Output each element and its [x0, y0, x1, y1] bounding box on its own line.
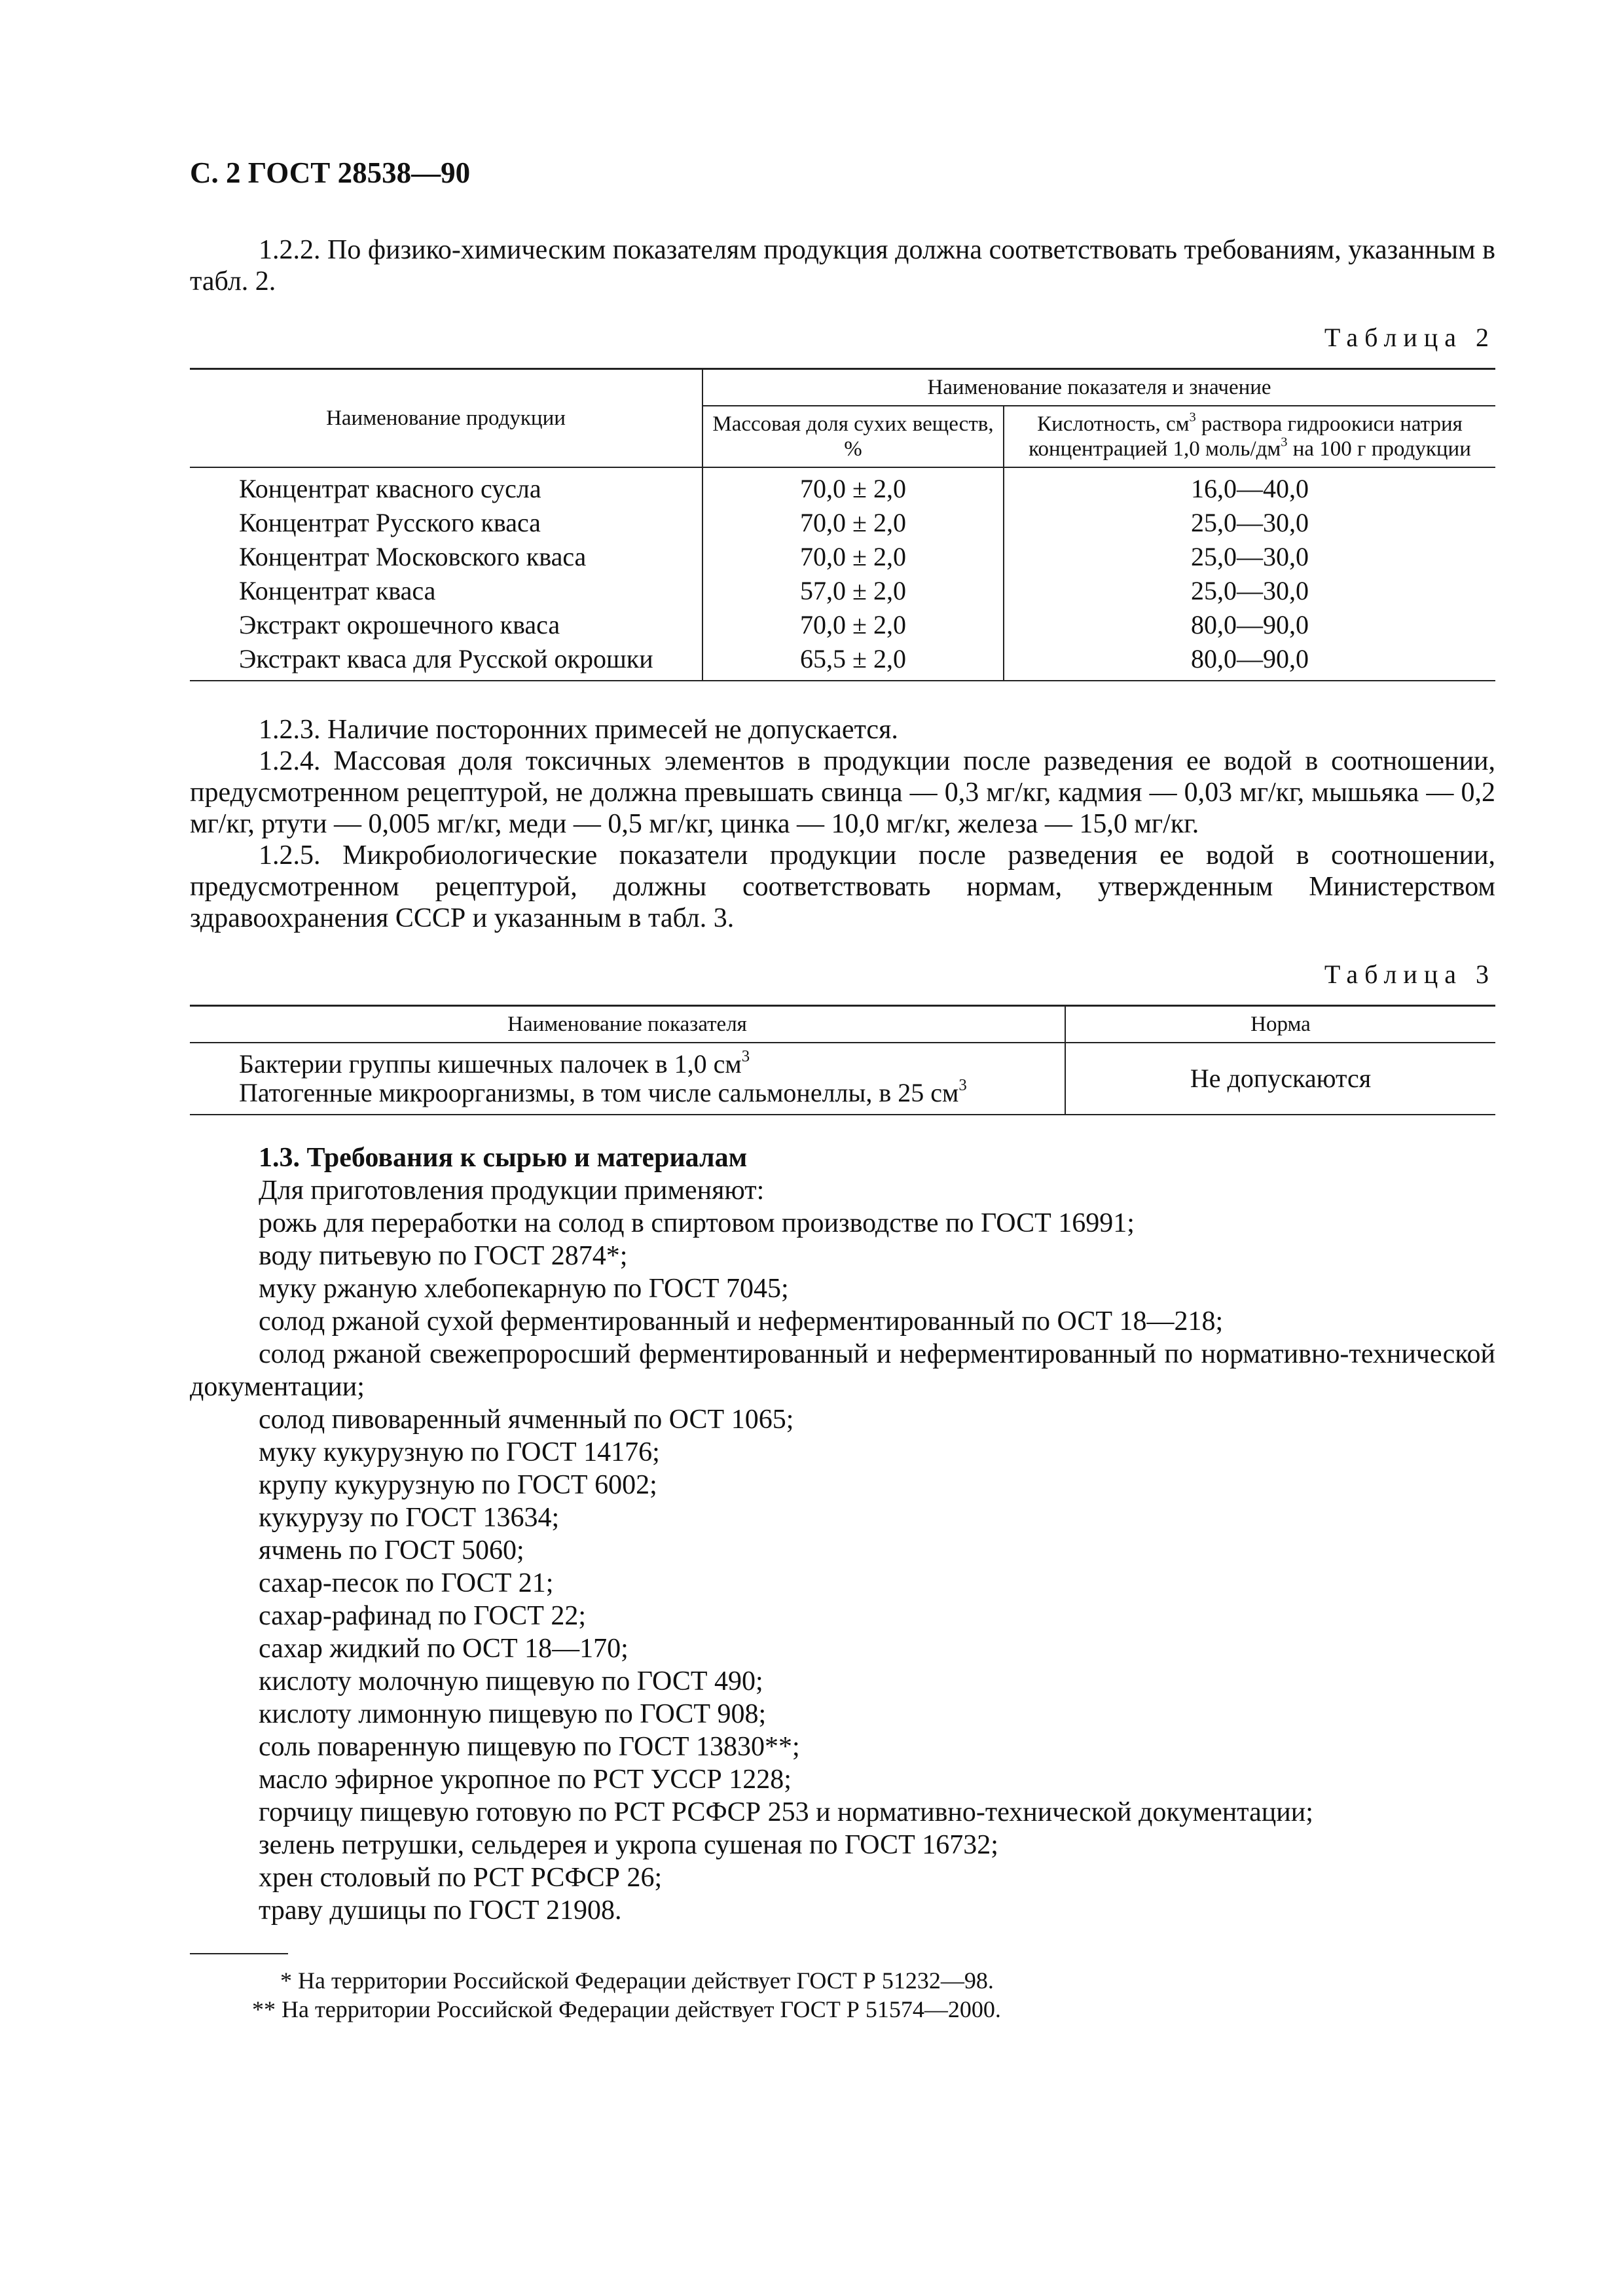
- product-name: Экстракт кваса для Русской окрошки: [239, 644, 653, 673]
- list-item: хрен столовый по РСТ РСФСР 26;: [259, 1863, 663, 1893]
- document-page: [190, 157, 1495, 2024]
- list-item: сахар-рафинад по ГОСТ 22;: [259, 1601, 587, 1631]
- acidity-value: 25,0—30,0: [1004, 540, 1495, 574]
- product-name: Концентрат кваса: [239, 576, 436, 605]
- table-row: [190, 1043, 1495, 1115]
- paragraph-1-2-4: 1.2.4. Массовая доля токсичных элементов в продукции после разведения ее водой в соотношении, предусмотренном рецептурой, не должна превышать свинца — 0,3 мг/кг, кадмия — 0,03 мг/кг, мышьяка — 0,2 мг/кг, ртути — 0,005 мг/кг, меди — 0,5 мг/кг, цинка — 10,0 мг/кг, железа — 15,0 мг/кг.: [190, 746, 1495, 839]
- footnote-2: ** На территории Российской Федерации действует ГОСТ Р 51574—2000.: [252, 1996, 1001, 2022]
- list-item: муку ржаную хлебопекарную по ГОСТ 7045;: [259, 1274, 789, 1304]
- mass-value: 57,0 ± 2,0: [702, 574, 1004, 608]
- list-item: горчицу пищевую готовую по РСТ РСФСР 253 и нормативно-технической документации;: [259, 1797, 1313, 1827]
- acidity-value: 80,0—90,0: [1004, 642, 1495, 681]
- footnote-1: * На территории Российской Федерации действует ГОСТ Р 51232—98.: [280, 1967, 994, 1994]
- list-item: кислоту лимонную пищевую по ГОСТ 908;: [259, 1699, 767, 1729]
- table-row: [190, 506, 1495, 540]
- table-2: [190, 368, 1495, 681]
- list-item: сахар-песок по ГОСТ 21;: [259, 1568, 554, 1598]
- table-2-col-product: Наименование продукции: [190, 369, 702, 468]
- list-item: сахар жидкий по ОСТ 18—170;: [259, 1634, 629, 1664]
- list-item: солод ржаной сухой ферментированный и неферментированный по ОСТ 18—218;: [259, 1306, 1224, 1336]
- list-item: рожь для переработки на солод в спиртовом производстве по ГОСТ 16991;: [259, 1208, 1135, 1238]
- paragraph-1-2-5: 1.2.5. Микробиологические показатели продукции после разведения ее водой в соотношении, предусмотренном рецептурой, должны соответствовать нормам, утвержденным Министерством здравоохранения СССР и указанным в табл. 3.: [190, 840, 1495, 933]
- mass-value: 65,5 ± 2,0: [702, 642, 1004, 681]
- list-item: солод пивоваренный ячменный по ОСТ 1065;: [259, 1405, 794, 1435]
- norm-value: Не допускаются: [1065, 1043, 1495, 1115]
- list-item: соль поваренную пищевую по ГОСТ 13830**;: [259, 1732, 800, 1762]
- table-2-col-group: Наименование показателя и значение: [702, 369, 1495, 406]
- table-row: [190, 608, 1495, 642]
- table-3-col-norm: Норма: [1065, 1006, 1495, 1043]
- footnotes: [190, 1966, 1495, 2024]
- acidity-value: 25,0—30,0: [1004, 506, 1495, 540]
- table-2-caption: Таблица 2: [1324, 323, 1495, 352]
- table-2-col-acidity: Кислотность, $см^3$ раствора гидроокиси натрия концентрацией 1,0 моль/$дм^3$ на 100 г продукции: [1004, 406, 1495, 467]
- table-2-col-mass: Массовая доля сухих веществ, %: [702, 406, 1004, 467]
- list-item: воду питьевую по ГОСТ 2874*;: [259, 1241, 628, 1271]
- indicator-cell: [190, 1043, 1065, 1115]
- list-item: крупу кукурузную по ГОСТ 6002;: [259, 1470, 657, 1500]
- list-item: зелень петрушки, сельдерея и укропа сушеная по ГОСТ 16732;: [259, 1830, 998, 1860]
- page-header: С. 2 ГОСТ 28538—90: [190, 156, 471, 189]
- list-item: солод ржаной свежепроросший ферментированный и неферментированный по нормативно-технической документации;: [190, 1339, 1495, 1402]
- list-item: траву душицы по ГОСТ 21908.: [259, 1895, 622, 1926]
- product-name: Концентрат Русского кваса: [239, 508, 541, 537]
- table-3-caption: Таблица 3: [1324, 960, 1495, 989]
- list-item: ячмень по ГОСТ 5060;: [259, 1535, 524, 1566]
- mass-value: 70,0 ± 2,0: [702, 608, 1004, 642]
- list-item: кукурузу по ГОСТ 13634;: [259, 1503, 560, 1533]
- mass-value: 70,0 ± 2,0: [702, 506, 1004, 540]
- indicator-pathogens: Патогенные микроорганизмы, в том числе сальмонеллы, в 25 $см^3$: [239, 1076, 967, 1107]
- table-3-col-indicator: Наименование показателя: [190, 1006, 1065, 1043]
- acidity-value: 80,0—90,0: [1004, 608, 1495, 642]
- acidity-value: 25,0—30,0: [1004, 574, 1495, 608]
- section-intro: Для приготовления продукции применяют:: [259, 1175, 765, 1206]
- product-name: Концентрат квасного сусла: [239, 474, 541, 503]
- paragraph-1-2-3: 1.2.3. Наличие посторонних примесей не допускается.: [259, 715, 898, 745]
- product-name: Экстракт окрошечного кваса: [239, 610, 560, 639]
- table-row: [190, 574, 1495, 608]
- table-3: [190, 1005, 1495, 1115]
- mass-value: 70,0 ± 2,0: [702, 467, 1004, 506]
- table-row: [190, 467, 1495, 506]
- section-title: 1.3. Требования к сырью и материалам: [259, 1143, 748, 1173]
- table-row: [190, 540, 1495, 574]
- list-item: кислоту молочную пищевую по ГОСТ 490;: [259, 1666, 763, 1696]
- footnote-divider: [190, 1953, 288, 1954]
- list-item: масло эфирное укропное по РСТ УССР 1228;: [259, 1765, 792, 1795]
- list-item: муку кукурузную по ГОСТ 14176;: [259, 1437, 660, 1467]
- table-row: [190, 642, 1495, 681]
- indicator-coliform: Бактерии группы кишечных палочек в 1,0 $см^3$: [239, 1047, 750, 1079]
- acidity-value: 16,0—40,0: [1004, 467, 1495, 506]
- paragraph-1-2-2: 1.2.2. По физико-химическим показателям продукция должна соответствовать требованиям, указанным в табл. 2.: [190, 235, 1495, 296]
- product-name: Концентрат Московского кваса: [239, 542, 587, 571]
- mass-value: 70,0 ± 2,0: [702, 540, 1004, 574]
- section-1-3: [190, 1141, 1495, 1927]
